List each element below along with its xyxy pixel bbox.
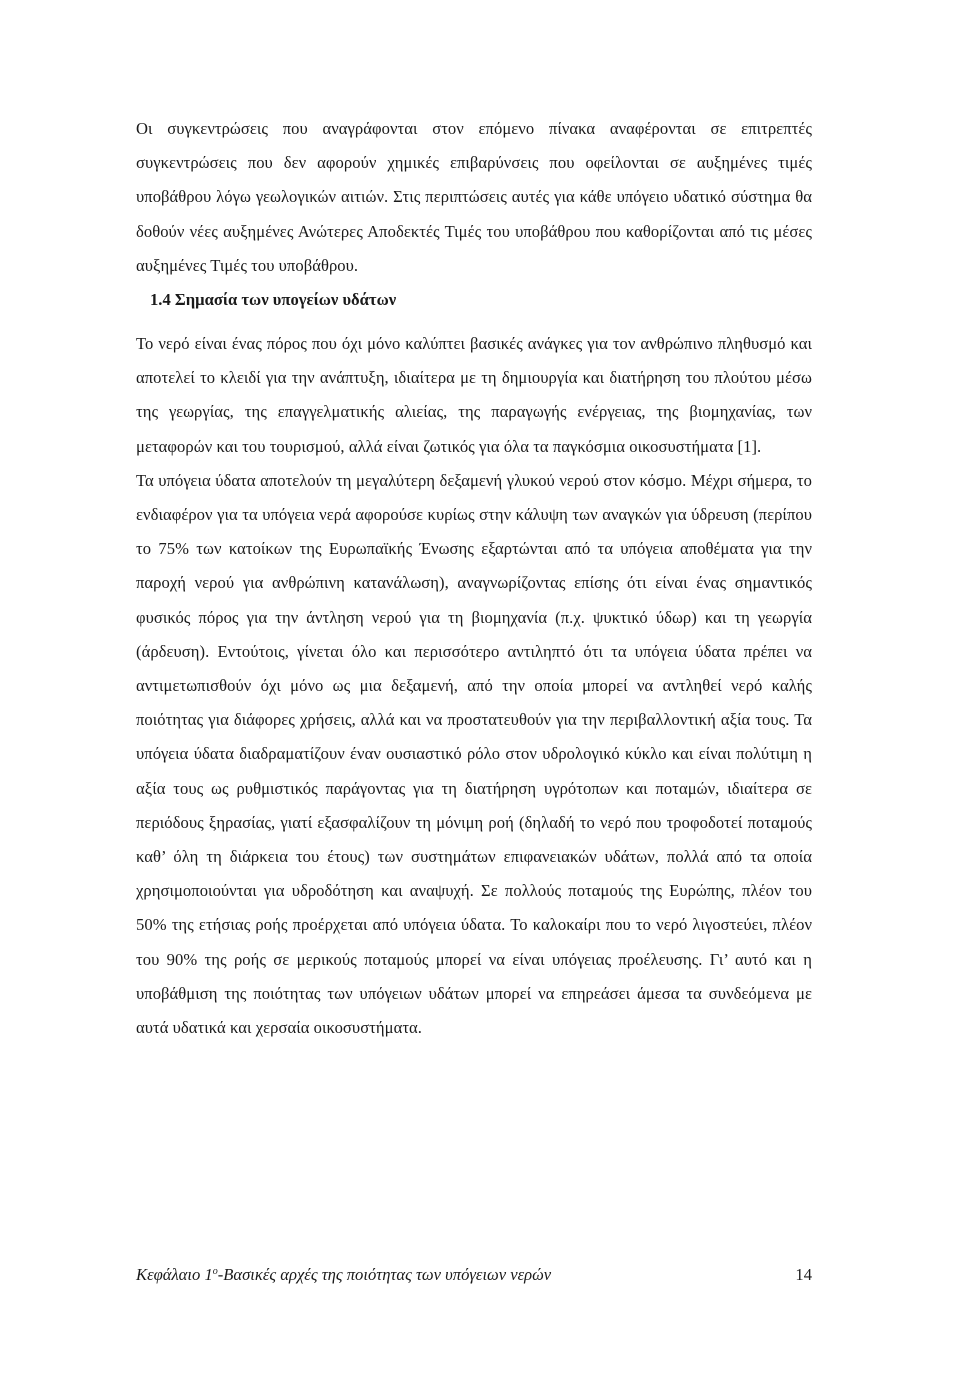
body-paragraph-1: Το νερό είναι ένας πόρος που όχι μόνο καλύπτει βασικές ανάγκες για τον ανθρώπινο πληθυσμό και αποτελεί το κλειδί για την ανάπτυξη, ιδιαίτερα με τη δημιουργία και διατήρηση του πλούτου μέσω της γεωργίας, της επαγγελματικής αλιείας, της παραγωγής ενέργειας, της βιομηχανίας, των μεταφορών και του τουρισμού, αλλά είναι ζωτικός για όλα τα παγκόσμια οικοσυστήματα [1]. [136, 334, 812, 456]
page-footer [136, 1258, 812, 1292]
page-number: 14 [795, 1265, 812, 1284]
footer-chapter-title [136, 1258, 551, 1292]
section-heading: 1.4 Σημασία των υπογείων υδάτων [150, 290, 397, 310]
footer-chapter-superscript: ο [212, 1266, 218, 1277]
footer-chapter-prefix: Κεφάλαιο 1 [136, 1265, 213, 1284]
intro-paragraph: Οι συγκεντρώσεις που αναγράφονται στον επόμενο πίνακα αναφέρονται σε επιτρεπτές συγκεντρώσεις που δεν αφορούν χημικές επιβαρύνσεις που οφείλονται σε αυξημένες τιμές υποβάθρου λόγω γεωλογικών αιτιών. Στις περιπτώσεις αυτές για κάθε υπόγειο υδατικό σύστημα θα δοθούν νέες αυξημένες Ανώτερες Αποδεκτές Τιμές του υποβάθρου που καθορίζονται από τις μέσες αυξημένες Τιμές του υποβάθρου. [136, 119, 812, 275]
body-paragraph-2: Τα υπόγεια ύδατα αποτελούν τη μεγαλύτερη δεξαμενή γλυκού νερού στον κόσμο. Μέχρι σήμερα, το ενδιαφέρον για τα υπόγεια νερά αφορούσε κυρίως στην κάλυψη των αναγκών για ύδρευση (περίπου το 75% των κατοίκων της Ευρωπαϊκής Ένωσης εξαρτώνται από τα υπόγεια αποθέματα για την παροχή νερού για ανθρώπινη κατανάλωση), αναγνωρίζοντας επίσης ότι είναι ένας σημαντικός φυσικός πόρος για την άντληση νερού για τη βιομηχανία (π.χ. ψυκτικό ύδωρ) και τη γεωργία (άρδευση). Εντούτοις, γίνεται όλο και περισσότερο αντιληπτό ότι τα υπόγεια ύδατα πρέπει να αντιμετωπισθούν όχι μόνο ως μια δεξαμενή, από την οποία μπορεί να αντληθεί νερό καλής ποιότητας για διάφορες χρήσεις, αλλά και να προστατευθούν για την περιβαλλοντική αξία τους. Τα υπόγεια ύδατα διαδραματίζουν έναν ουσιαστικό ρόλο στον υδρολογικό κύκλο και είναι πολύτιμη η αξία τους ως ρυθμιστικός παράγοντας για τη διατήρηση υγρότοπων και ποταμών, ιδιαίτερα σε περιόδους ξηρασίας, γιατί εξασφαλίζουν τη μόνιμη ροή (δηλαδή το νερό που τροφοδοτεί ποταμούς καθ’ όλη τη διάρκεια του έτους) των συστημάτων επιφανειακών υδάτων, πολλά από τα οποία χρησιμοποιούνται για υδροδότηση και αναψυχή. Σε πολλούς ποταμούς της Ευρώπης, πλέον του 50% της ετήσιας ροής προέρχεται από υπόγεια ύδατα. Το καλοκαίρι που το νερό λιγοστεύει, πλέον του 90% της ροής σε μερικούς ποταμούς μπορεί να είναι υπόγειας προέλευσης. Γι’ αυτό και η υποβάθμιση της ποιότητας των υπόγειων υδάτων μπορεί να επηρεάσει άμεσα τα συνδεόμενα με αυτά υδατικά και χερσαία οικοσυστήματα. [136, 470, 812, 1038]
footer-chapter-suffix: -Βασικές αρχές της ποιότητας των υπόγειων νερών [217, 1265, 552, 1284]
page-body [136, 112, 812, 1045]
